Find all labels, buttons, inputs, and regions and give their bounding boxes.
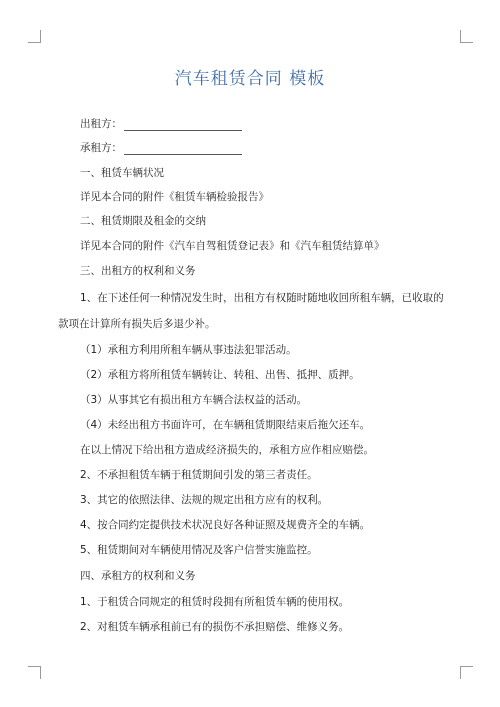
lessor-label: 出租方： — [80, 118, 122, 130]
lessee-label: 承租方： — [80, 142, 122, 154]
lessee-line — [80, 141, 242, 155]
paragraph: 1、在下述任何一种情况发生时，出租方有权随时随地收回所租车辆，已收取的 — [80, 292, 444, 304]
paragraph: 在以上情况下给出租方造成经济损失的，承租方应作相应赔偿。 — [80, 444, 374, 456]
list-item: （3）从事其它有损出租方车辆合法权益的活动。 — [80, 394, 308, 406]
document-title: 汽车租赁合同 模板 — [174, 69, 326, 89]
paragraph: 4、按合同约定提供技术状况良好各种证照及规费齐全的车辆。 — [80, 519, 371, 531]
paragraph: 2、不承担租赁车辆于租赁期间引发的第三者责任。 — [80, 469, 318, 481]
crop-mark-top-right — [460, 30, 473, 43]
paragraph: 5、租赁期间对车辆使用情况及客户信誉实施监控。 — [80, 544, 318, 556]
paragraph: 3、其它的依照法律、法规的规定出租方应有的权利。 — [80, 494, 329, 506]
list-item: （2）承租方将所租赁车辆转让、转租、出售、抵押、质押。 — [80, 369, 360, 381]
paragraph: 详见本合同的附件《汽车自驾租赁登记表》和《汽车租赁结算单》 — [80, 240, 385, 252]
lessor-blank[interactable] — [124, 119, 242, 131]
paragraph: 详见本合同的附件《租赁车辆检验报告》 — [80, 191, 269, 203]
list-item: （1）承租方利用所租车辆从事违法犯罪活动。 — [80, 344, 297, 356]
section-heading-3: 三、出租方的权利和义务 — [80, 265, 196, 277]
lessor-line — [80, 117, 242, 131]
crop-mark-bottom-left — [28, 666, 41, 679]
section-heading-2: 二、租赁期限及租金的交纳 — [80, 215, 206, 227]
paragraph-continuation: 款项在计算所有损失后多退少补。 — [58, 318, 216, 330]
section-heading-4: 四、承租方的权利和义务 — [80, 570, 196, 582]
paragraph: 1、于租赁合同规定的租赁时段拥有所租赁车辆的使用权。 — [80, 596, 350, 608]
section-heading-1: 一、租赁车辆状况 — [80, 167, 164, 179]
crop-mark-top-left — [28, 30, 41, 43]
lessee-blank[interactable] — [124, 143, 242, 155]
list-item: （4）未经出租方书面许可，在车辆租赁期限结束后拖欠还车。 — [80, 419, 371, 431]
paragraph: 2、对租赁车辆承租前已有的损伤不承担赔偿、维修义务。 — [80, 621, 350, 633]
crop-mark-bottom-right — [460, 666, 473, 679]
